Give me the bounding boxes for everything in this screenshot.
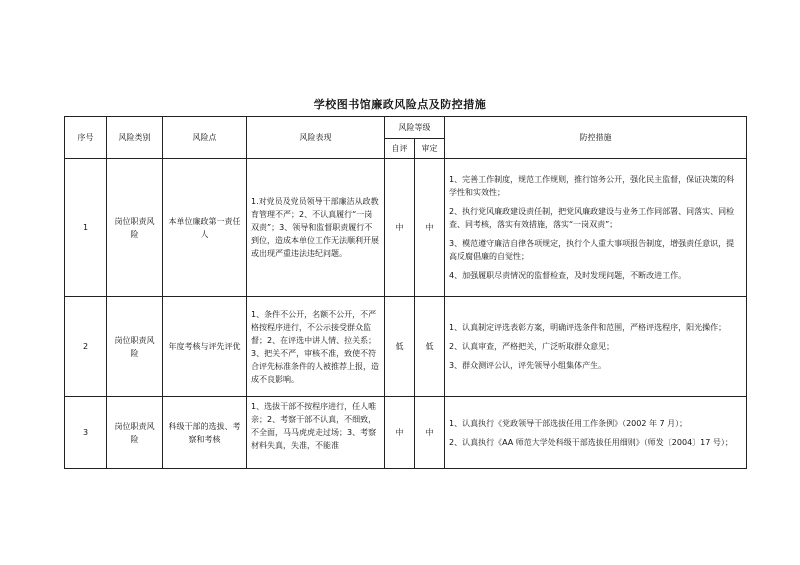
- header-seq: 序号: [65, 117, 107, 159]
- row-seq: 3: [65, 397, 107, 469]
- row-review-level: 中: [415, 397, 445, 469]
- measure-item: 4、加强履职尽责情况的监督检查，及时发现问题，不断改进工作。: [449, 271, 687, 280]
- row-review-level: 中: [415, 159, 445, 297]
- risk-table: [64, 116, 747, 469]
- table-row: [65, 297, 747, 397]
- row-measures: [445, 297, 747, 397]
- row-manifestation: [247, 397, 385, 469]
- row-seq: 1: [65, 159, 107, 297]
- row-category: 岗位职责风险: [107, 159, 163, 297]
- measure-item: 1、认真执行《党政领导干部选拔任用工作条例》（2002 年 7 月）；: [449, 418, 688, 428]
- measure-item: 1、认真制定评选表彰方案，明确评选条件和范围，严格评选程序，阳光操作；: [449, 323, 727, 332]
- row-measures: [445, 397, 747, 469]
- header-manifestation: 风险表现: [247, 117, 385, 159]
- row-point: 年度考核与评先评优: [163, 297, 247, 397]
- header-self: 自评: [385, 139, 415, 159]
- measure-item: 3、群众测评公认，评先领导小组集体产生。: [449, 361, 607, 370]
- row-point: 科级干部的选拔、考察和考核: [163, 397, 247, 469]
- measure-item: 2、认真执行《AA 师范大学处科级干部选拔任用细则》（师发〔2004〕17 号）；: [449, 437, 733, 447]
- row-self-level: 低: [385, 297, 415, 397]
- manifestation-text: 1、选拔干部不按程序进行，任人唯亲；2、考察干部不认真，不细致，不全面，马马虎虎走过场；3、考察材料失真，失准，不能准: [251, 401, 377, 450]
- table-row: [65, 159, 747, 297]
- row-manifestation: 1.对党员及党员领导干部廉洁从政教育管理不严；2、不认真履行“一岗双责”；3、领导和监督职责履行不到位，造成本单位工作无法顺利开展或出现严重违法违纪问题。: [247, 159, 385, 297]
- table-row: [65, 397, 747, 469]
- header-measures: 防控措施: [445, 117, 747, 159]
- table-header-row: [65, 117, 747, 139]
- row-manifestation: 1、条件不公开，名额不公开，不严格按程序进行，不公示接受群众监督；2、在评选中讲人情、拉关系；3、把关不严，审核不准，致使不符合评先标准条件的人被推荐上报，造成不良影响。: [247, 297, 385, 397]
- row-review-level: 低: [415, 297, 445, 397]
- page-title: 学校图书馆廉政风险点及防控措施: [313, 98, 487, 111]
- row-measures: [445, 159, 747, 297]
- row-self-level: 中: [385, 159, 415, 297]
- row-category: 岗位职责风险: [107, 297, 163, 397]
- measure-item: 3、模范遵守廉洁自律各项规定，执行个人重大事项报告制度，增强责任意识，提高反腐倡廉的自觉性；: [449, 239, 735, 261]
- measure-item: 2、认真审查，严格把关，广泛听取群众意见；: [449, 342, 615, 351]
- header-point: 风险点: [163, 117, 247, 159]
- header-review: 审定: [415, 139, 445, 159]
- measure-item: 2、执行党风廉政建设责任制，把党风廉政建设与业务工作同部署、同落实、同检查、同考核，落实有效措施，落实“一岗双责”；: [449, 207, 735, 229]
- row-point: 本单位廉政第一责任人: [163, 159, 247, 297]
- row-category: 岗位职责风险: [107, 397, 163, 469]
- header-level: 风险等级: [385, 117, 445, 139]
- row-self-level: 中: [385, 397, 415, 469]
- row-seq: 2: [65, 297, 107, 397]
- header-category: 风险类别: [107, 117, 163, 159]
- measure-item: 1、完善工作制度，规范工作规则，推行馆务公开，强化民主监督，保证决策的科学性和实效性；: [449, 175, 735, 197]
